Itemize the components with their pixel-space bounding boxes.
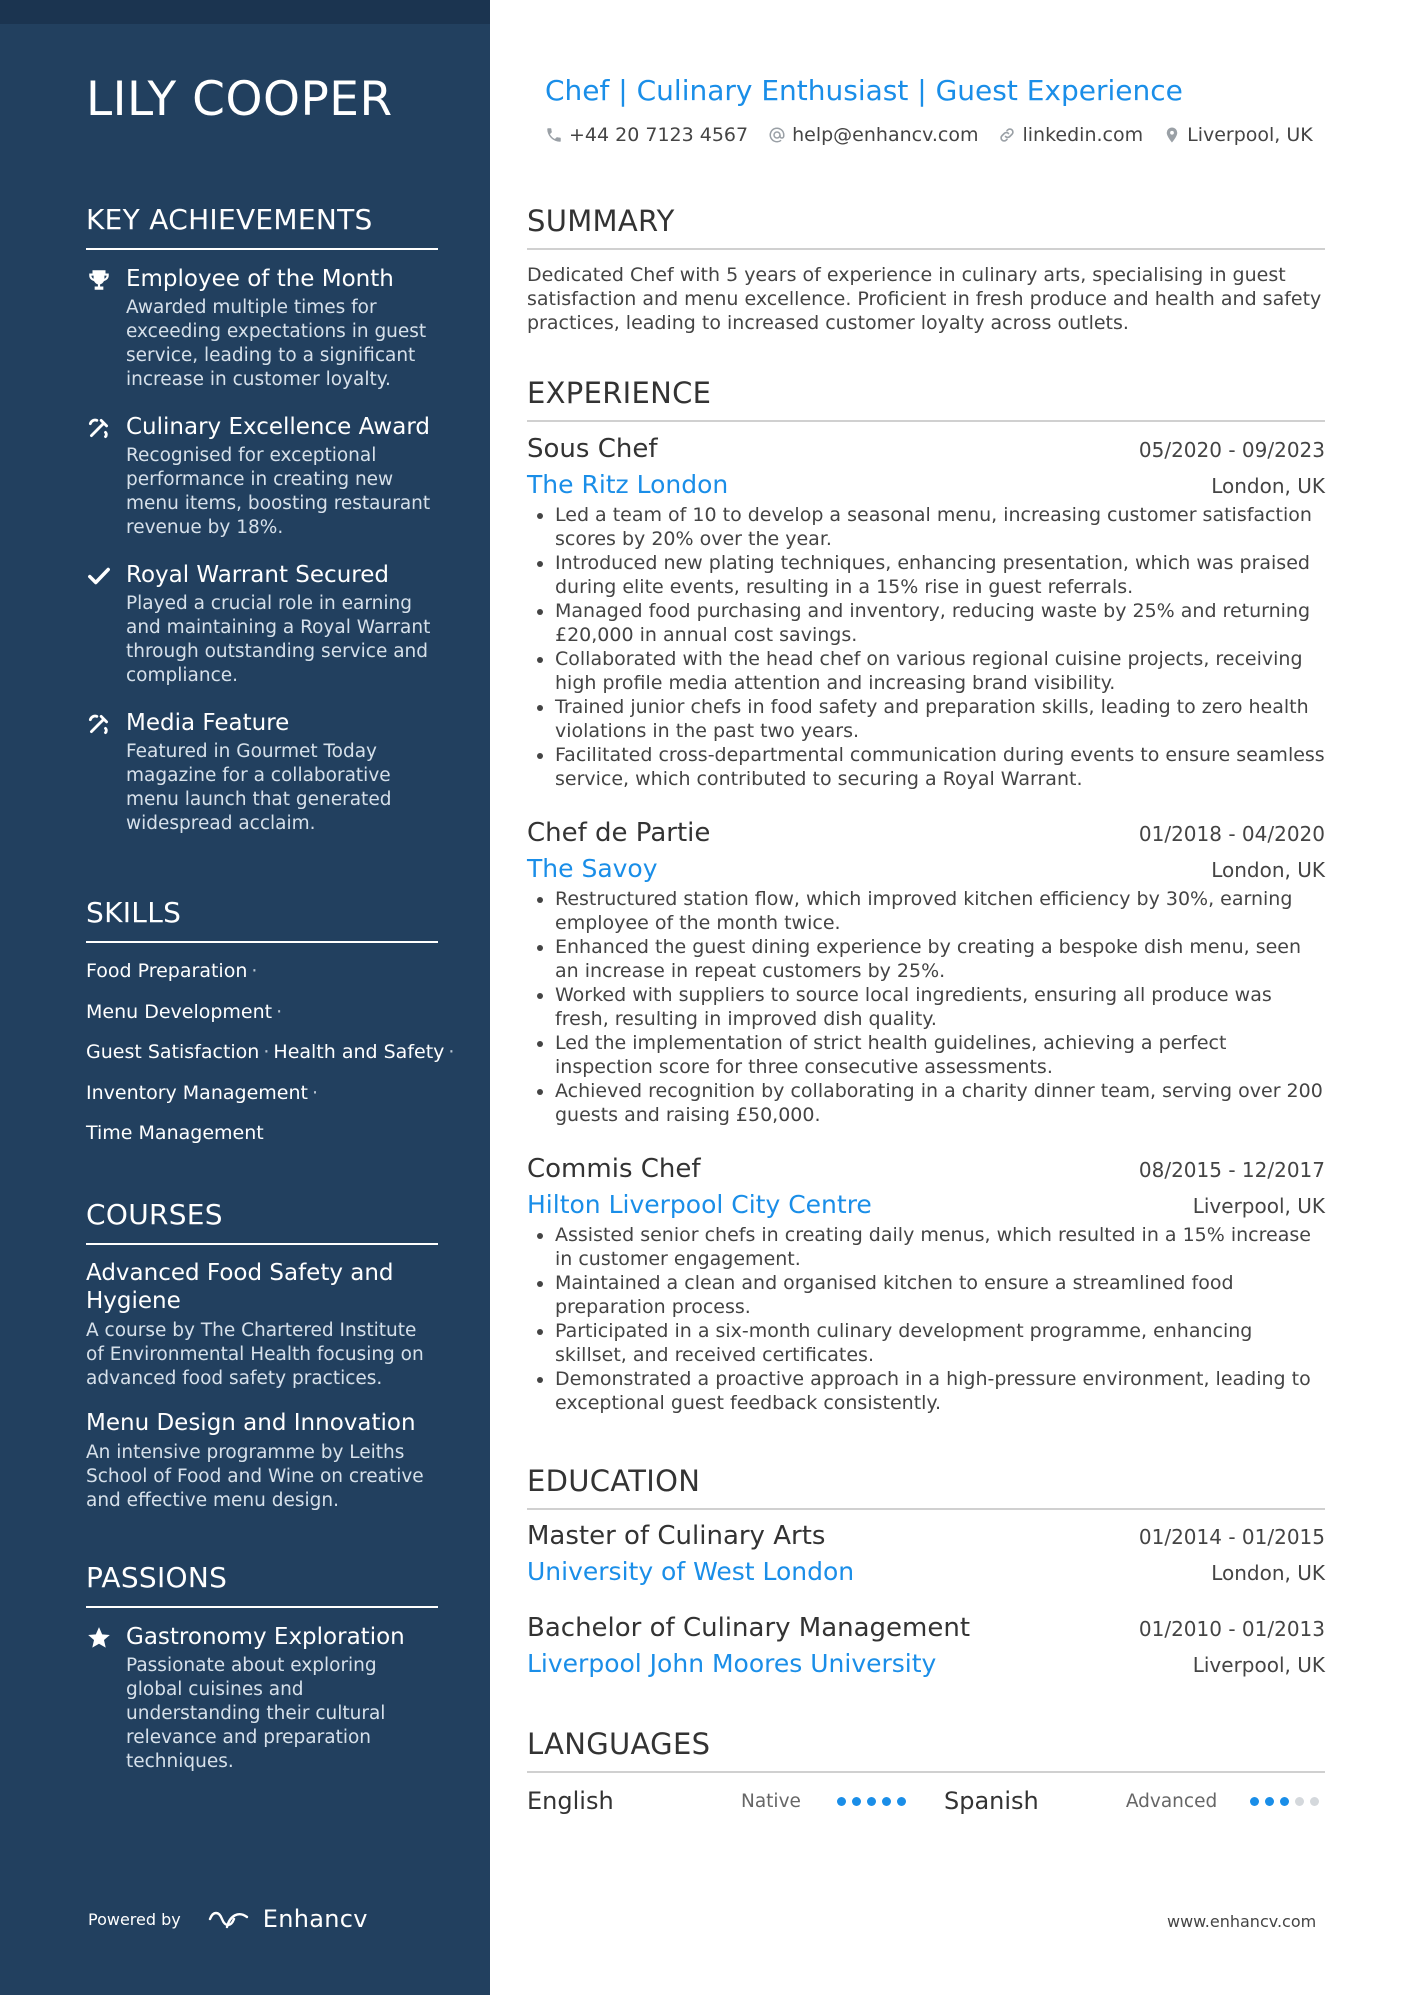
- skill-tag: Menu Development: [86, 1000, 273, 1023]
- job-bullet: • Introduced new plating techniques, enhancing presentation, which was praised during elite events, resulting in a 15% rise in guest referrals.: [555, 551, 1325, 599]
- contact-linkedin[interactable]: [998, 124, 1143, 146]
- star-icon: [86, 1625, 112, 1651]
- rating-dot: [1250, 1797, 1259, 1806]
- skill-tag: Health and Safety: [273, 1041, 445, 1063]
- location-pin-icon: [1163, 126, 1181, 144]
- rating-dot: [837, 1797, 846, 1806]
- job-bullet: • Worked with suppliers to source local ingredients, ensuring all produce was fresh, resulting in improved dish quality.: [555, 983, 1325, 1031]
- job-bullets: [527, 1223, 1325, 1415]
- contact-location: [1163, 124, 1313, 146]
- job-bullet: • Collaborated with the head chef on various regional cuisine projects, receiving high profile media attention and increasing brand visibility.: [555, 647, 1325, 695]
- job-bullet: • Maintained a clean and organised kitchen to ensure a streamlined food preparation process.: [555, 1271, 1325, 1319]
- at-icon: [768, 126, 786, 144]
- achievement-title: Media Feature: [126, 710, 290, 736]
- job-dates: 01/2018 - 04/2020: [1138, 822, 1325, 846]
- trophy-icon: [86, 267, 112, 293]
- job-bullet: • Enhanced the guest dining experience by creating a bespoke dish menu, seen an increase in repeat customers by 25%.: [555, 935, 1325, 983]
- language-rating: [837, 1797, 912, 1806]
- job-bullet: • Led a team of 10 to develop a seasonal menu, increasing customer satisfaction scores by 20% over the year.: [555, 503, 1325, 551]
- footer-url[interactable]: www.enhancv.com: [1167, 1912, 1317, 1931]
- job-bullet: • Achieved recognition by collaborating in a charity dinner team, serving over 200 guests and raising £50,000.: [555, 1079, 1325, 1127]
- location-text: Liverpool, UK: [1187, 124, 1313, 146]
- skills-list: Food Preparation · Menu Development · Guest Satisfaction · Health and Safety · Inventory Management · Time Management: [86, 960, 455, 1144]
- headline: Chef | Culinary Enthusiast | Guest Experience: [545, 74, 1183, 107]
- achievement-title: Royal Warrant Secured: [126, 562, 389, 588]
- contact-email[interactable]: [768, 124, 978, 146]
- rating-dot: [882, 1797, 891, 1806]
- job-bullet: • Participated in a six-month culinary development programme, enhancing skillset, and received certificates.: [555, 1319, 1325, 1367]
- enhancv-brand: Enhancv: [262, 1905, 368, 1933]
- tools-icon: [86, 415, 112, 441]
- job-entry: [527, 434, 1325, 791]
- course-item: [86, 1409, 438, 1513]
- education-heading: EDUCATION: [527, 1464, 1325, 1510]
- job-entry: [527, 818, 1325, 1127]
- job-location: London, UK: [1211, 858, 1325, 882]
- job-title: Sous Chef: [527, 434, 658, 464]
- language-level: Advanced: [1125, 1790, 1218, 1812]
- job-bullets: [527, 503, 1325, 791]
- skills-section: [86, 896, 455, 1160]
- link-icon: [998, 126, 1016, 144]
- rating-dot: [867, 1797, 876, 1806]
- achievement-desc: Featured in Gourmet Today magazine for a collaborative menu launch that generated widespread acclaim.: [126, 741, 392, 834]
- achievement-item: [86, 560, 438, 688]
- passions-heading: PASSIONS: [86, 1561, 438, 1608]
- linkedin-text: linkedin.com: [1022, 124, 1144, 146]
- achievement-title: Culinary Excellence Award: [126, 414, 430, 440]
- powered-by-label: Powered by: [88, 1909, 181, 1929]
- sidebar: [0, 0, 490, 1995]
- phone-icon: [545, 126, 563, 144]
- courses-heading: COURSES: [86, 1198, 438, 1245]
- enhancv-logo-icon: [207, 1907, 253, 1931]
- experience-heading: EXPERIENCE: [527, 376, 1325, 422]
- email-text: help@enhancv.com: [792, 124, 979, 146]
- contact-bar: [545, 124, 1333, 146]
- rating-dot: [1310, 1797, 1319, 1806]
- job-title: Commis Chef: [527, 1154, 701, 1184]
- school-name: University of West London: [527, 1557, 855, 1586]
- education-entry: [527, 1521, 1325, 1586]
- passion-item: [86, 1622, 438, 1774]
- job-entry: [527, 1154, 1325, 1415]
- skill-tag: Guest Satisfaction: [86, 1041, 260, 1063]
- degree-title: Master of Culinary Arts: [527, 1521, 826, 1551]
- checkmark-icon: [86, 563, 112, 589]
- job-bullet: • Managed food purchasing and inventory, reducing waste by 25% and returning £20,000 in annual cost savings.: [555, 599, 1325, 647]
- achievements-section: [86, 203, 438, 856]
- rating-dot: [1280, 1797, 1289, 1806]
- language-name: English: [527, 1787, 614, 1815]
- courses-section: [86, 1198, 438, 1531]
- skills-heading: SKILLS: [86, 896, 438, 943]
- job-bullet: • Trained junior chefs in food safety and preparation skills, leading to zero health violations in the past two years.: [555, 695, 1325, 743]
- powered-by: [88, 1905, 368, 1933]
- language-name: Spanish: [944, 1787, 1039, 1815]
- skill-tag: Food Preparation: [86, 960, 248, 982]
- achievement-item: [86, 708, 438, 836]
- rating-dot: [1295, 1797, 1304, 1806]
- job-bullet: • Facilitated cross-departmental communication during events to ensure seamless service, which contributed to securing a Royal Warrant.: [555, 743, 1325, 791]
- phone-text: +44 20 7123 4567: [569, 124, 749, 146]
- school-location: London, UK: [1211, 1561, 1325, 1585]
- job-location: Liverpool, UK: [1192, 1194, 1325, 1218]
- job-bullets: [527, 887, 1325, 1127]
- languages-heading: LANGUAGES: [527, 1727, 1325, 1773]
- language-item: [527, 1787, 917, 1815]
- rating-dot: [852, 1797, 861, 1806]
- education-entry: [527, 1613, 1325, 1678]
- job-dates: 08/2015 - 12/2017: [1138, 1158, 1325, 1182]
- language-item: [944, 1787, 1325, 1815]
- course-title: Menu Design and Innovation: [86, 1410, 416, 1436]
- job-dates: 05/2020 - 09/2023: [1138, 438, 1325, 462]
- achievements-heading: KEY ACHIEVEMENTS: [86, 203, 438, 250]
- school-location: Liverpool, UK: [1192, 1653, 1325, 1677]
- contact-phone[interactable]: [545, 124, 748, 146]
- skill-tag: Time Management: [86, 1122, 264, 1144]
- achievement-desc: Recognised for exceptional performance in creating new menu items, boosting restaurant revenue by 18%.: [126, 445, 431, 538]
- candidate-name: LILY COOPER: [86, 72, 393, 127]
- rating-dot: [897, 1797, 906, 1806]
- job-bullet: • Led the implementation of strict health guidelines, achieving a perfect inspection score for three consecutive assessments.: [555, 1031, 1325, 1079]
- skill-tag: Inventory Management: [86, 1081, 308, 1104]
- language-level: Native: [741, 1790, 801, 1812]
- course-title: Advanced Food Safety and Hygiene: [86, 1260, 394, 1314]
- job-location: London, UK: [1211, 474, 1325, 498]
- job-company: The Ritz London: [527, 470, 729, 499]
- passion-title: Gastronomy Exploration: [126, 1624, 405, 1650]
- job-company: Hilton Liverpool City Centre: [527, 1190, 872, 1219]
- job-bullet: • Assisted senior chefs in creating daily menus, which resulted in a 15% increase in customer engagement.: [555, 1223, 1325, 1271]
- course-item: [86, 1259, 438, 1391]
- job-bullet: • Demonstrated a proactive approach in a high-pressure environment, leading to exceptional guest feedback consistently.: [555, 1367, 1325, 1415]
- achievement-desc: Awarded multiple times for exceeding expectations in guest service, leading to a significant increase in customer loyalty.: [126, 297, 427, 390]
- sidebar-top-band: [0, 0, 490, 24]
- job-company: The Savoy: [527, 854, 658, 883]
- summary-heading: SUMMARY: [527, 204, 1325, 250]
- job-title: Chef de Partie: [527, 818, 711, 848]
- achievement-title: Employee of the Month: [126, 266, 394, 292]
- education-dates: 01/2010 - 01/2013: [1138, 1617, 1325, 1641]
- achievement-item: [86, 264, 438, 392]
- achievement-item: [86, 412, 438, 540]
- job-bullet: • Restructured station flow, which improved kitchen efficiency by 30%, earning employee of the month twice.: [555, 887, 1325, 935]
- degree-title: Bachelor of Culinary Management: [527, 1613, 971, 1643]
- passion-desc: Passionate about exploring global cuisines and understanding their cultural relevance and preparation techniques.: [126, 1655, 386, 1772]
- course-desc: An intensive programme by Leiths School of Food and Wine on creative and effective menu design.: [86, 1442, 424, 1511]
- achievement-desc: Played a crucial role in earning and maintaining a Royal Warrant through outstanding service and compliance.: [126, 593, 431, 686]
- rating-dot: [1265, 1797, 1274, 1806]
- tools-icon: [86, 711, 112, 737]
- school-name: Liverpool John Moores University: [527, 1649, 937, 1678]
- passions-section: [86, 1561, 438, 1794]
- language-rating: [1250, 1797, 1325, 1806]
- summary-text: Dedicated Chef with 5 years of experience in culinary arts, specialising in guest satisfaction and menu excellence. Proficient in fresh produce and health and safety practices, leading to increased customer loyalty across outlets.: [527, 264, 1322, 334]
- education-dates: 01/2014 - 01/2015: [1138, 1525, 1325, 1549]
- course-desc: A course by The Chartered Institute of Environmental Health focusing on advanced food safety practices.: [86, 1320, 424, 1389]
